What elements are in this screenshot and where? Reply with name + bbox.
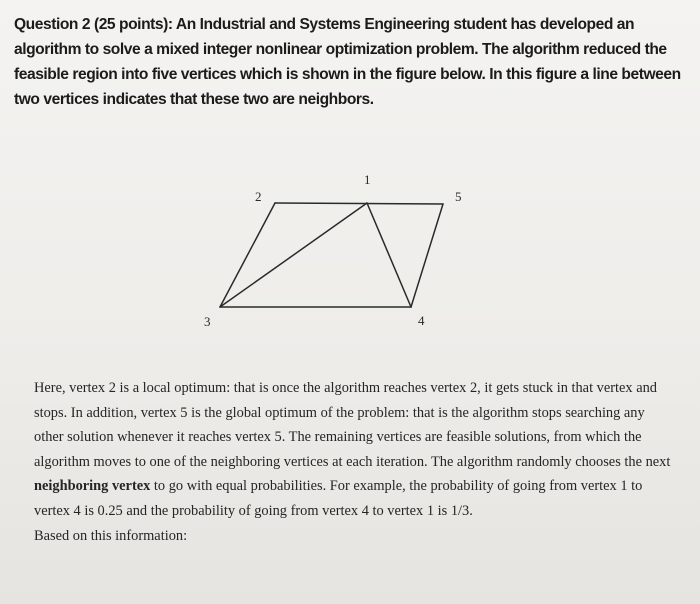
vertex-label-4: 4	[418, 313, 425, 328]
edge-2-5	[275, 203, 443, 204]
neighboring-vertex-bold: neighboring vertex	[34, 478, 151, 495]
edge-1-4	[367, 203, 411, 307]
edge-2-3	[220, 203, 275, 307]
edge-4-5	[411, 204, 443, 307]
closing-line: Based on this information:	[34, 527, 188, 544]
description-paragraph	[34, 376, 674, 524]
vertex-label-3: 3	[204, 314, 211, 329]
question-text: An Industrial and Systems Engineering student has developed an algorithm to solve a mixed integer nonlinear optimization problem. The algorithm reduced the feasible region into five vertices which is shown in the figure below. In this figure a line between two vertices indicates that these two are neighbors.	[14, 16, 681, 108]
vertex-label-5: 5	[455, 189, 462, 204]
question-title: Question 2 (25 points):	[14, 16, 173, 33]
vertex-label-1: 1	[364, 172, 371, 187]
edge-3-1	[220, 203, 367, 307]
vertex-label-2: 2	[255, 189, 262, 204]
description-part-2: to go with equal probabilities. For example, the probability of going from vertex 1 to vertex 4 is 0.25 and the probability of going from vertex 4 to vertex 1 is 1/3.	[34, 478, 643, 519]
description-part-1: Here, vertex 2 is a local optimum: that is once the algorithm reaches vertex 2, it gets stuck in that vertex and stops. In addition, vertex 5 is the global optimum of the problem: that is the algorithm stops searching any other solution whenever it reaches vertex 5. The remaining vertices are feasible solutions, from which the algorithm moves to one of the neighboring vertices at each iteration. The algorithm randomly chooses the next	[34, 380, 671, 470]
problem-description	[34, 376, 674, 548]
